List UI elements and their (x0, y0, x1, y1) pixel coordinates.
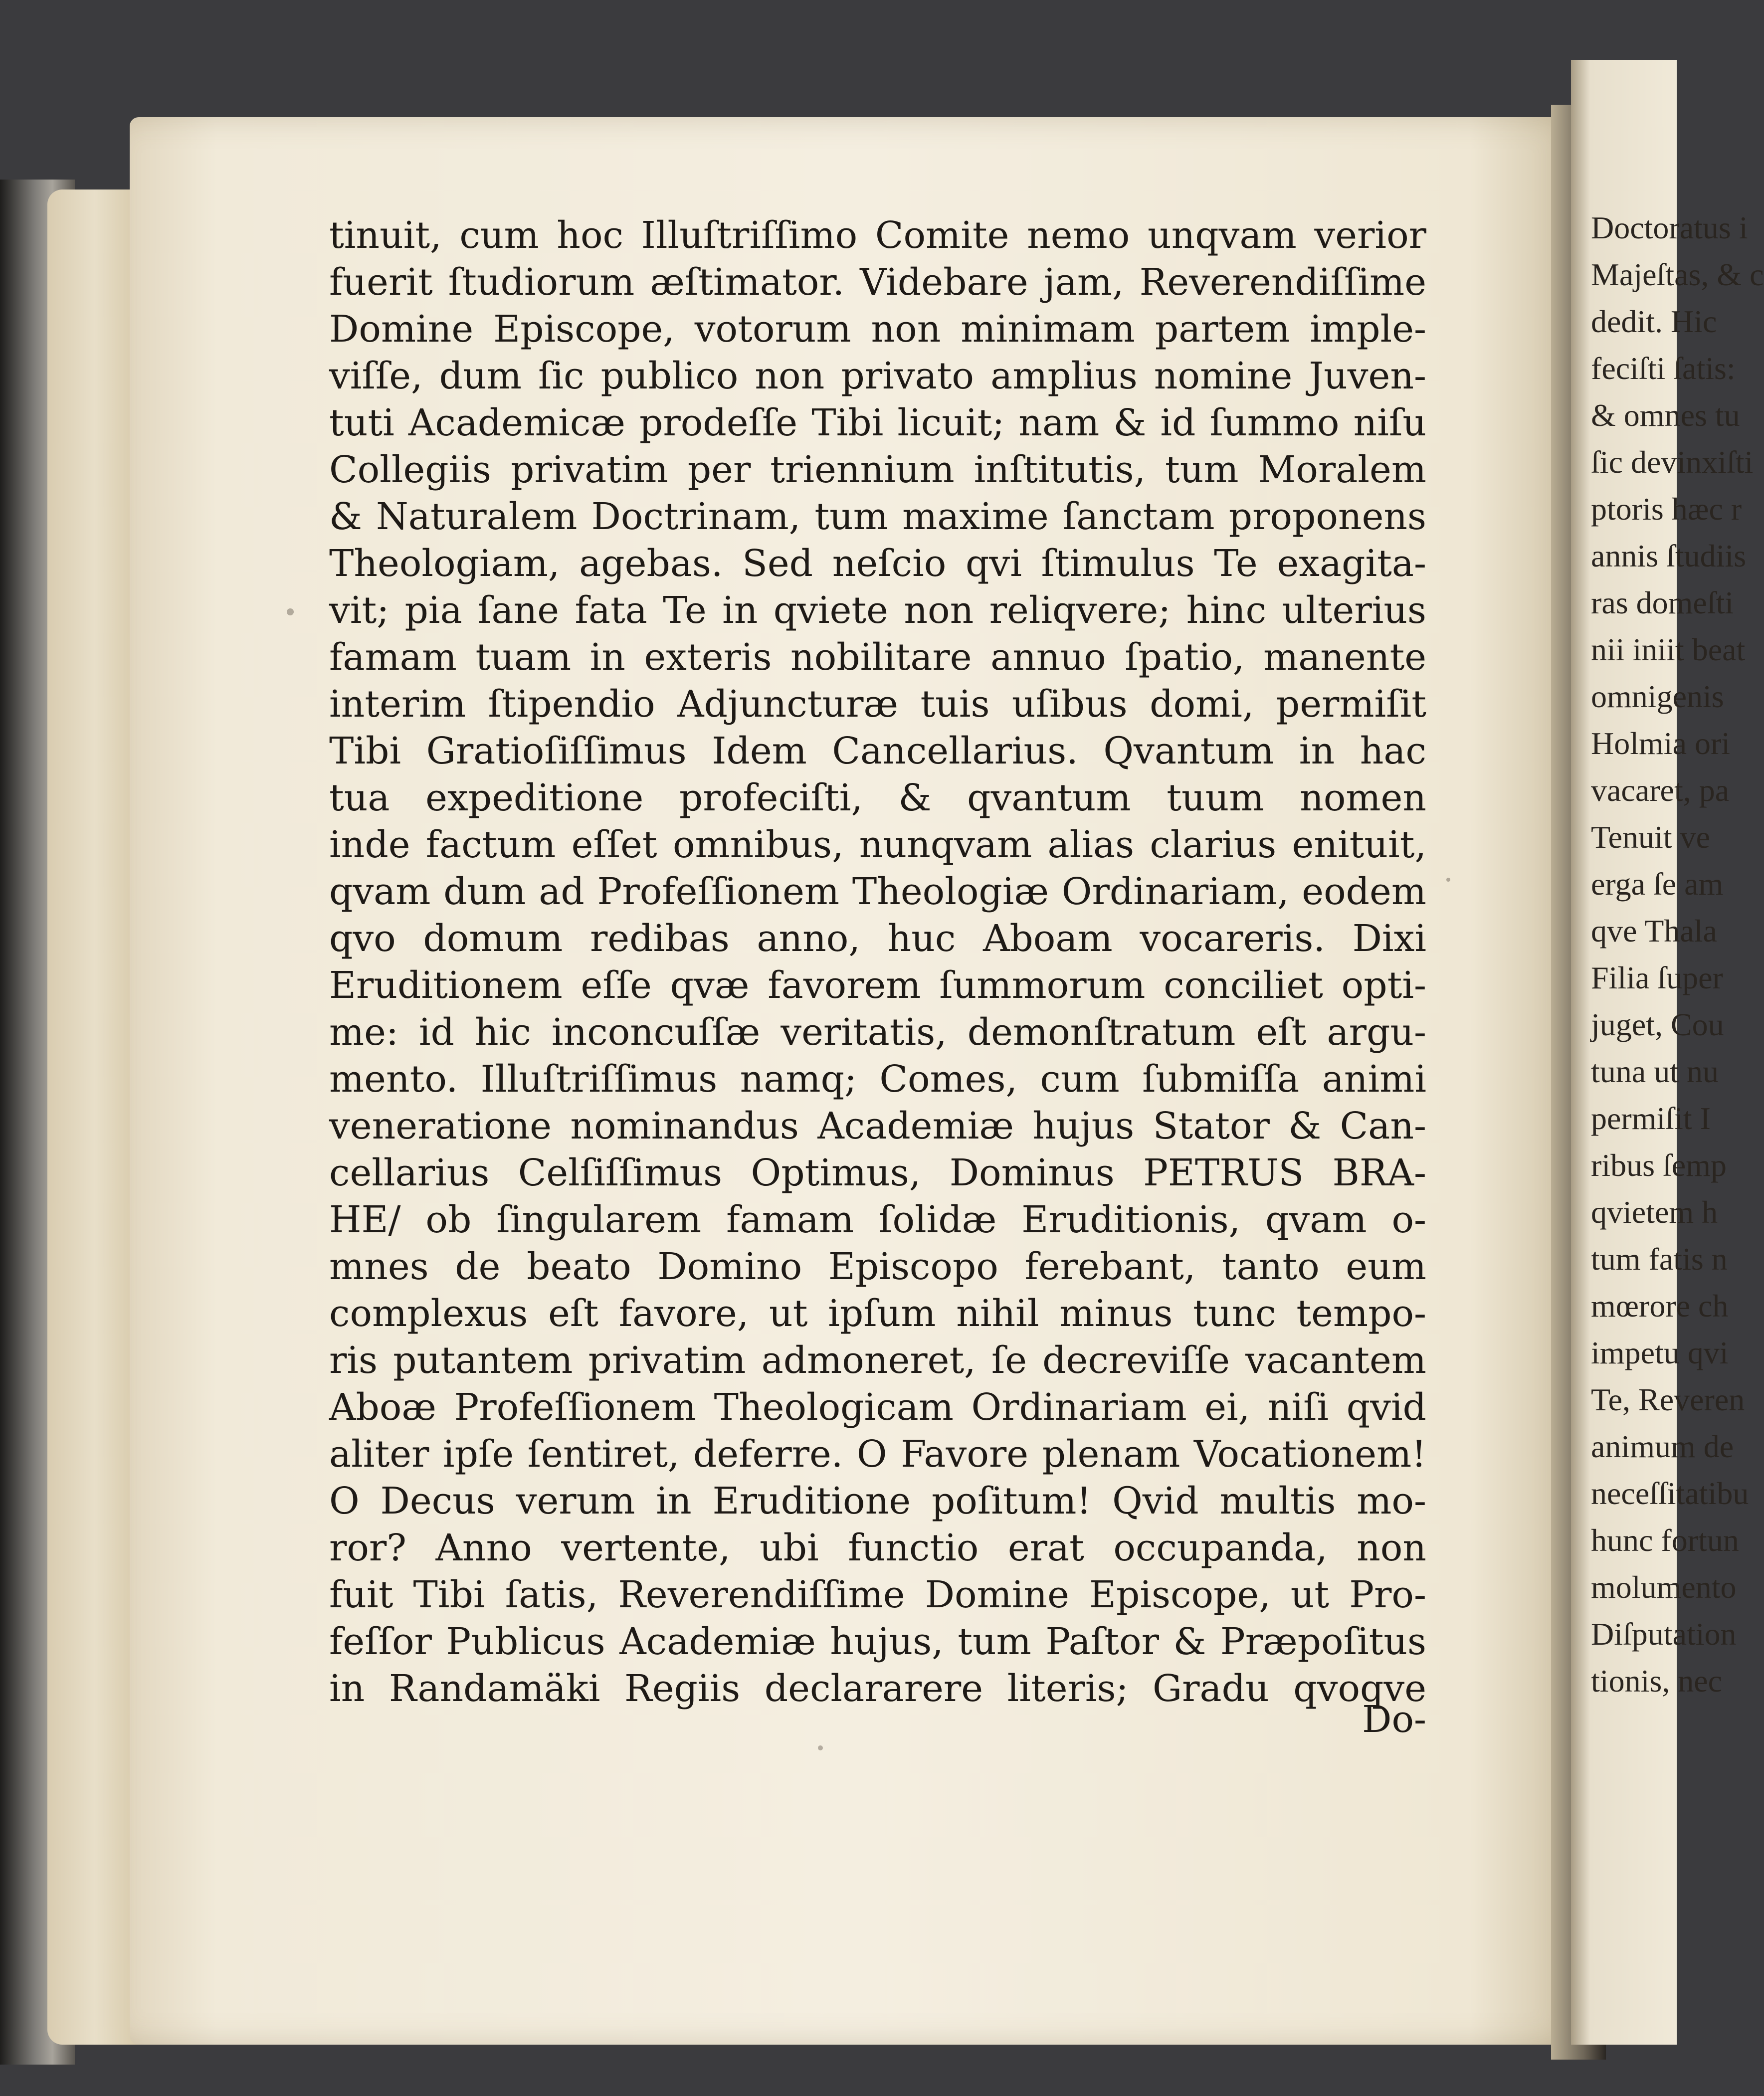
facing-line: permiſit I (1591, 1101, 1711, 1136)
facing-line: tum fatis n (1591, 1241, 1728, 1277)
facing-line: impetu qvi (1591, 1335, 1729, 1370)
text-line: interim ſtipendio Adjuncturæ tuis uſibus domi, permiſit (329, 683, 1426, 726)
facing-line: omnigenis (1591, 679, 1724, 714)
text-line: famam tuam in exteris nobilitare annuo ſpatio, manente (329, 636, 1426, 679)
paper-speck (287, 608, 294, 615)
text-line: tinuit, cum hoc Illuſtriſſimo Comite nemo unqvam verior (329, 214, 1426, 257)
facing-line: mœrore ch (1591, 1288, 1729, 1324)
facing-page (1571, 60, 1764, 2045)
text-line: Theologiam, agebas. Sed neſcio qvi ſtimulus Te exagita- (329, 542, 1426, 585)
text-line: O Decus verum in Eruditione poſitum! Qvid multis mo- (329, 1480, 1426, 1523)
facing-line: & omnes tu (1591, 397, 1740, 433)
facing-line: animum de (1591, 1429, 1734, 1464)
text-line: in Randamäki Regiis declararere literis; Gradu qvoqve (329, 1667, 1426, 1710)
facing-line: ribus ſemp (1591, 1147, 1727, 1183)
page-block-edge (47, 190, 142, 2045)
text-line: mnes de beato Domino Episcopo ferebant, tanto eum (329, 1245, 1426, 1288)
text-line: cellarius Celſiſſimus Optimus, Dominus PETRUS BRA- (329, 1151, 1426, 1194)
facing-line: tionis, nec (1591, 1663, 1723, 1699)
text-line: viſſe, dum ſic publico non privato amplius nomine Juven- (329, 355, 1426, 397)
text-line: & Naturalem Doctrinam, tum maxime ſanctam proponens (329, 495, 1426, 538)
text-line: ris putantem privatim admoneret, ſe decreviſſe vacantem (329, 1339, 1426, 1382)
facing-line: molumento (1591, 1569, 1737, 1605)
facing-line: tuna ut nu (1591, 1054, 1719, 1089)
text-line: ror? Anno vertente, ubi functio erat occupanda, non (329, 1526, 1426, 1569)
paper-speck (1446, 878, 1450, 882)
facing-line: ras domeſti (1591, 585, 1734, 620)
text-line: vit; pia ſane fata Te in qviete non reliqvere; hinc ulterius (329, 589, 1426, 632)
facing-line: Majeſtas, & c (1591, 257, 1764, 292)
catchword: Do- (1362, 1698, 1426, 1741)
facing-line: Diſputation (1591, 1616, 1737, 1652)
text-line: Collegiis privatim per triennium inſtitutis, tum Moralem (329, 448, 1426, 491)
facing-line: nii iniit beat (1591, 632, 1746, 667)
text-line: fuerit ſtudiorum æſtimator. Videbare jam, Reverendiſſime (329, 261, 1426, 304)
text-line: mento. Illuſtriſſimus namq; Comes, cum ſubmiſſa animi (329, 1058, 1426, 1101)
facing-line: qvietem h (1591, 1194, 1718, 1230)
text-line: tuti Academicæ prodeſſe Tibi licuit; nam & id ſummo niſu (329, 401, 1426, 444)
text-line: inde factum eſſet omnibus, nunqvam alias clarius enituit, (329, 823, 1426, 866)
facing-line: annis ſtudiis (1591, 538, 1747, 573)
facing-line: neceſſitatibu (1591, 1476, 1749, 1511)
text-line: complexus eſt favore, ut ipſum nihil minus tunc tempo- (329, 1292, 1426, 1335)
text-line: aliter ipſe ſentiret, deferre. O Favore plenam Vocationem! (329, 1433, 1426, 1476)
text-line: HE/ ob ſingularem famam ſolidæ Eruditionis, qvam o- (329, 1198, 1426, 1241)
paper-speck (818, 1745, 823, 1750)
text-line: fuit Tibi ſatis, Reverendiſſime Domine Episcope, ut Pro- (329, 1573, 1426, 1616)
text-line: Tibi Gratioſiſſimus Idem Cancellarius. Qvantum in hac (329, 730, 1426, 772)
text-line: qvo domum redibas anno, huc Aboam vocareris. Dixi (329, 917, 1426, 960)
text-line: Eruditionem eſſe qvæ favorem ſummorum conciliet opti- (329, 964, 1426, 1007)
text-line: tua expeditione profeciſti, & qvantum tuum nomen (329, 776, 1426, 819)
facing-line: juget, Cou (1591, 1007, 1724, 1042)
facing-line: Tenuit ve (1591, 819, 1710, 855)
text-line: me: id hic inconcuſſæ veritatis, demonſtratum eſt argu- (329, 1011, 1426, 1054)
text-line: veneratione nominandus Academiæ hujus Stator & Can- (329, 1105, 1426, 1147)
text-line: Domine Episcope, votorum non minimam partem imple- (329, 308, 1426, 351)
facing-line: dedit. Hic (1591, 304, 1717, 339)
main-text-block (329, 212, 1426, 1712)
facing-line: hunc fortun (1591, 1523, 1739, 1558)
text-line: Aboæ Profeſſionem Theologicam Ordinariam ei, niſi qvid (329, 1386, 1426, 1429)
facing-line: erga ſe am (1591, 866, 1724, 902)
facing-line: ptoris hæc r (1591, 491, 1742, 527)
facing-line: Filia ſuper (1591, 960, 1723, 995)
text-line: feſſor Publicus Academiæ hujus, tum Paſtor & Præpoſitus (329, 1620, 1426, 1663)
facing-line: Holmia ori (1591, 726, 1731, 761)
text-line: qvam dum ad Profeſſionem Theologiæ Ordinariam, eodem (329, 870, 1426, 913)
facing-line: feciſti ſatis: (1591, 351, 1736, 386)
facing-line: ſic devinxiſti (1591, 444, 1754, 480)
facing-line: Doctoratus i (1591, 210, 1748, 245)
facing-line: vacaret, pa (1591, 772, 1730, 808)
facing-line: Te, Reveren (1591, 1382, 1745, 1417)
facing-line: qve Thala (1591, 913, 1717, 949)
